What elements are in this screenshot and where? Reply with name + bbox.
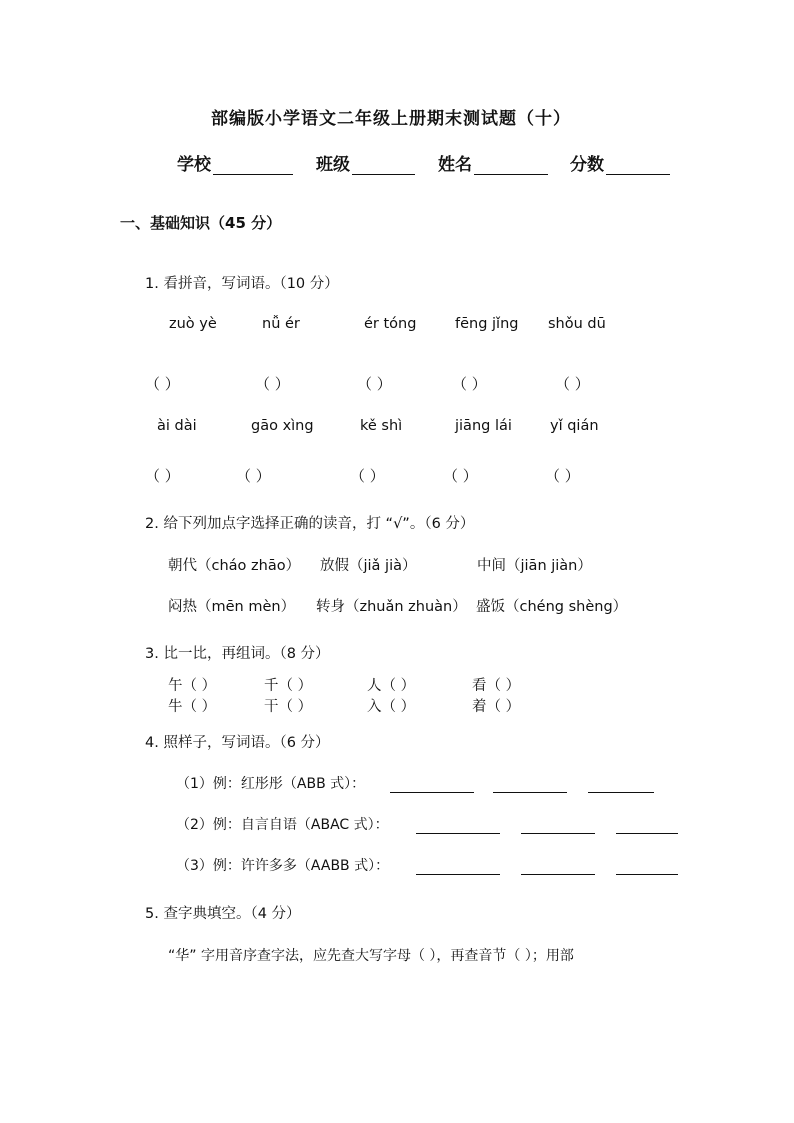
name-blank[interactable] bbox=[474, 158, 548, 175]
compare-item[interactable]: 着（ ） bbox=[472, 699, 521, 715]
score-field bbox=[570, 150, 670, 175]
answer-line[interactable] bbox=[616, 819, 678, 834]
answer-line[interactable] bbox=[521, 819, 595, 834]
pinyin-item: jiāng lái bbox=[455, 418, 512, 434]
reading-choice[interactable]: 盛饭（chéng shèng） bbox=[476, 599, 628, 615]
pinyin-item: zuò yè bbox=[169, 316, 217, 332]
compare-item[interactable]: 入（ ） bbox=[367, 699, 416, 715]
answer-paren[interactable]: （ ） bbox=[443, 467, 478, 485]
reading-choice[interactable]: 转身（zhuǎn zhuàn） bbox=[316, 599, 467, 615]
reading-choice[interactable]: 放假（jiǎ jià） bbox=[320, 558, 417, 574]
school-blank[interactable] bbox=[213, 158, 293, 175]
answer-line[interactable] bbox=[416, 860, 500, 875]
compare-item[interactable]: 人（ ） bbox=[367, 678, 416, 694]
compare-item[interactable]: 干（ ） bbox=[264, 699, 313, 715]
pinyin-item: ér tóng bbox=[364, 316, 417, 332]
reading-choice[interactable]: 中间（jiān jiàn） bbox=[477, 558, 592, 574]
answer-paren[interactable]: （ ） bbox=[145, 375, 180, 393]
answer-line-group bbox=[416, 815, 678, 834]
answer-paren[interactable]: （ ） bbox=[545, 467, 580, 485]
answer-paren[interactable]: （ ） bbox=[452, 375, 487, 393]
question-2-title: 2. 给下列加点字选择正确的读音，打 “√”。（6 分） bbox=[145, 516, 475, 532]
pinyin-item: kě shì bbox=[360, 418, 403, 434]
reading-choice[interactable]: 闷热（mēn mèn） bbox=[168, 599, 296, 615]
pinyin-item: ài dài bbox=[157, 418, 197, 434]
answer-paren[interactable]: （ ） bbox=[145, 467, 180, 485]
compare-item[interactable]: 午（ ） bbox=[168, 678, 217, 694]
question-5-text: “华” 字用音序查字法，应先查大写字母（ ），再查音节（ ）；用部 bbox=[168, 948, 574, 964]
answer-paren[interactable]: （ ） bbox=[255, 375, 290, 393]
answer-line[interactable] bbox=[521, 860, 595, 875]
answer-paren[interactable]: （ ） bbox=[236, 467, 271, 485]
answer-line[interactable] bbox=[493, 778, 567, 793]
class-field bbox=[316, 150, 415, 175]
question-1-title: 1. 看拼音，写词语。（10 分） bbox=[145, 276, 339, 292]
school-label: 学校 bbox=[177, 155, 211, 175]
answer-paren[interactable]: （ ） bbox=[555, 375, 590, 393]
answer-line-group bbox=[390, 774, 654, 793]
section-heading: 一、基础知识（45 分） bbox=[120, 214, 282, 232]
pinyin-item: nǚ ér bbox=[262, 316, 300, 332]
answer-line[interactable] bbox=[390, 778, 474, 793]
answer-paren[interactable]: （ ） bbox=[350, 467, 385, 485]
compare-item[interactable]: 牛（ ） bbox=[168, 699, 217, 715]
question-4-title: 4. 照样子，写词语。（6 分） bbox=[145, 735, 330, 751]
class-label: 班级 bbox=[316, 155, 350, 175]
pinyin-item: yǐ qián bbox=[550, 418, 599, 434]
class-blank[interactable] bbox=[352, 158, 415, 175]
pinyin-item: fēng jǐng bbox=[455, 316, 519, 332]
answer-paren[interactable]: （ ） bbox=[357, 375, 392, 393]
answer-line-group bbox=[416, 856, 678, 875]
reading-choice[interactable]: 朝代（cháo zhāo） bbox=[168, 558, 301, 574]
pattern-example: （2）例：自言自语（ABAC 式）： bbox=[176, 817, 389, 833]
compare-item[interactable]: 看（ ） bbox=[472, 678, 521, 694]
score-label: 分数 bbox=[570, 155, 604, 175]
school-field bbox=[177, 150, 293, 175]
name-label: 姓名 bbox=[438, 155, 472, 175]
answer-line[interactable] bbox=[616, 860, 678, 875]
question-3-title: 3. 比一比，再组词。（8 分） bbox=[145, 646, 330, 662]
question-5-title: 5. 查字典填空。（4 分） bbox=[145, 906, 301, 922]
pinyin-item: shǒu dū bbox=[548, 316, 606, 332]
score-blank[interactable] bbox=[606, 158, 670, 175]
exam-title: 部编版小学语文二年级上册期末测试题（十） bbox=[211, 109, 571, 129]
pattern-example: （3）例：许许多多（AABB 式）： bbox=[176, 858, 390, 874]
pinyin-item: gāo xìng bbox=[251, 418, 314, 434]
answer-line[interactable] bbox=[588, 778, 654, 793]
compare-item[interactable]: 千（ ） bbox=[264, 678, 313, 694]
answer-line[interactable] bbox=[416, 819, 500, 834]
pattern-example: （1）例：红彤彤（ABB 式）： bbox=[176, 776, 366, 792]
name-field bbox=[438, 150, 548, 175]
